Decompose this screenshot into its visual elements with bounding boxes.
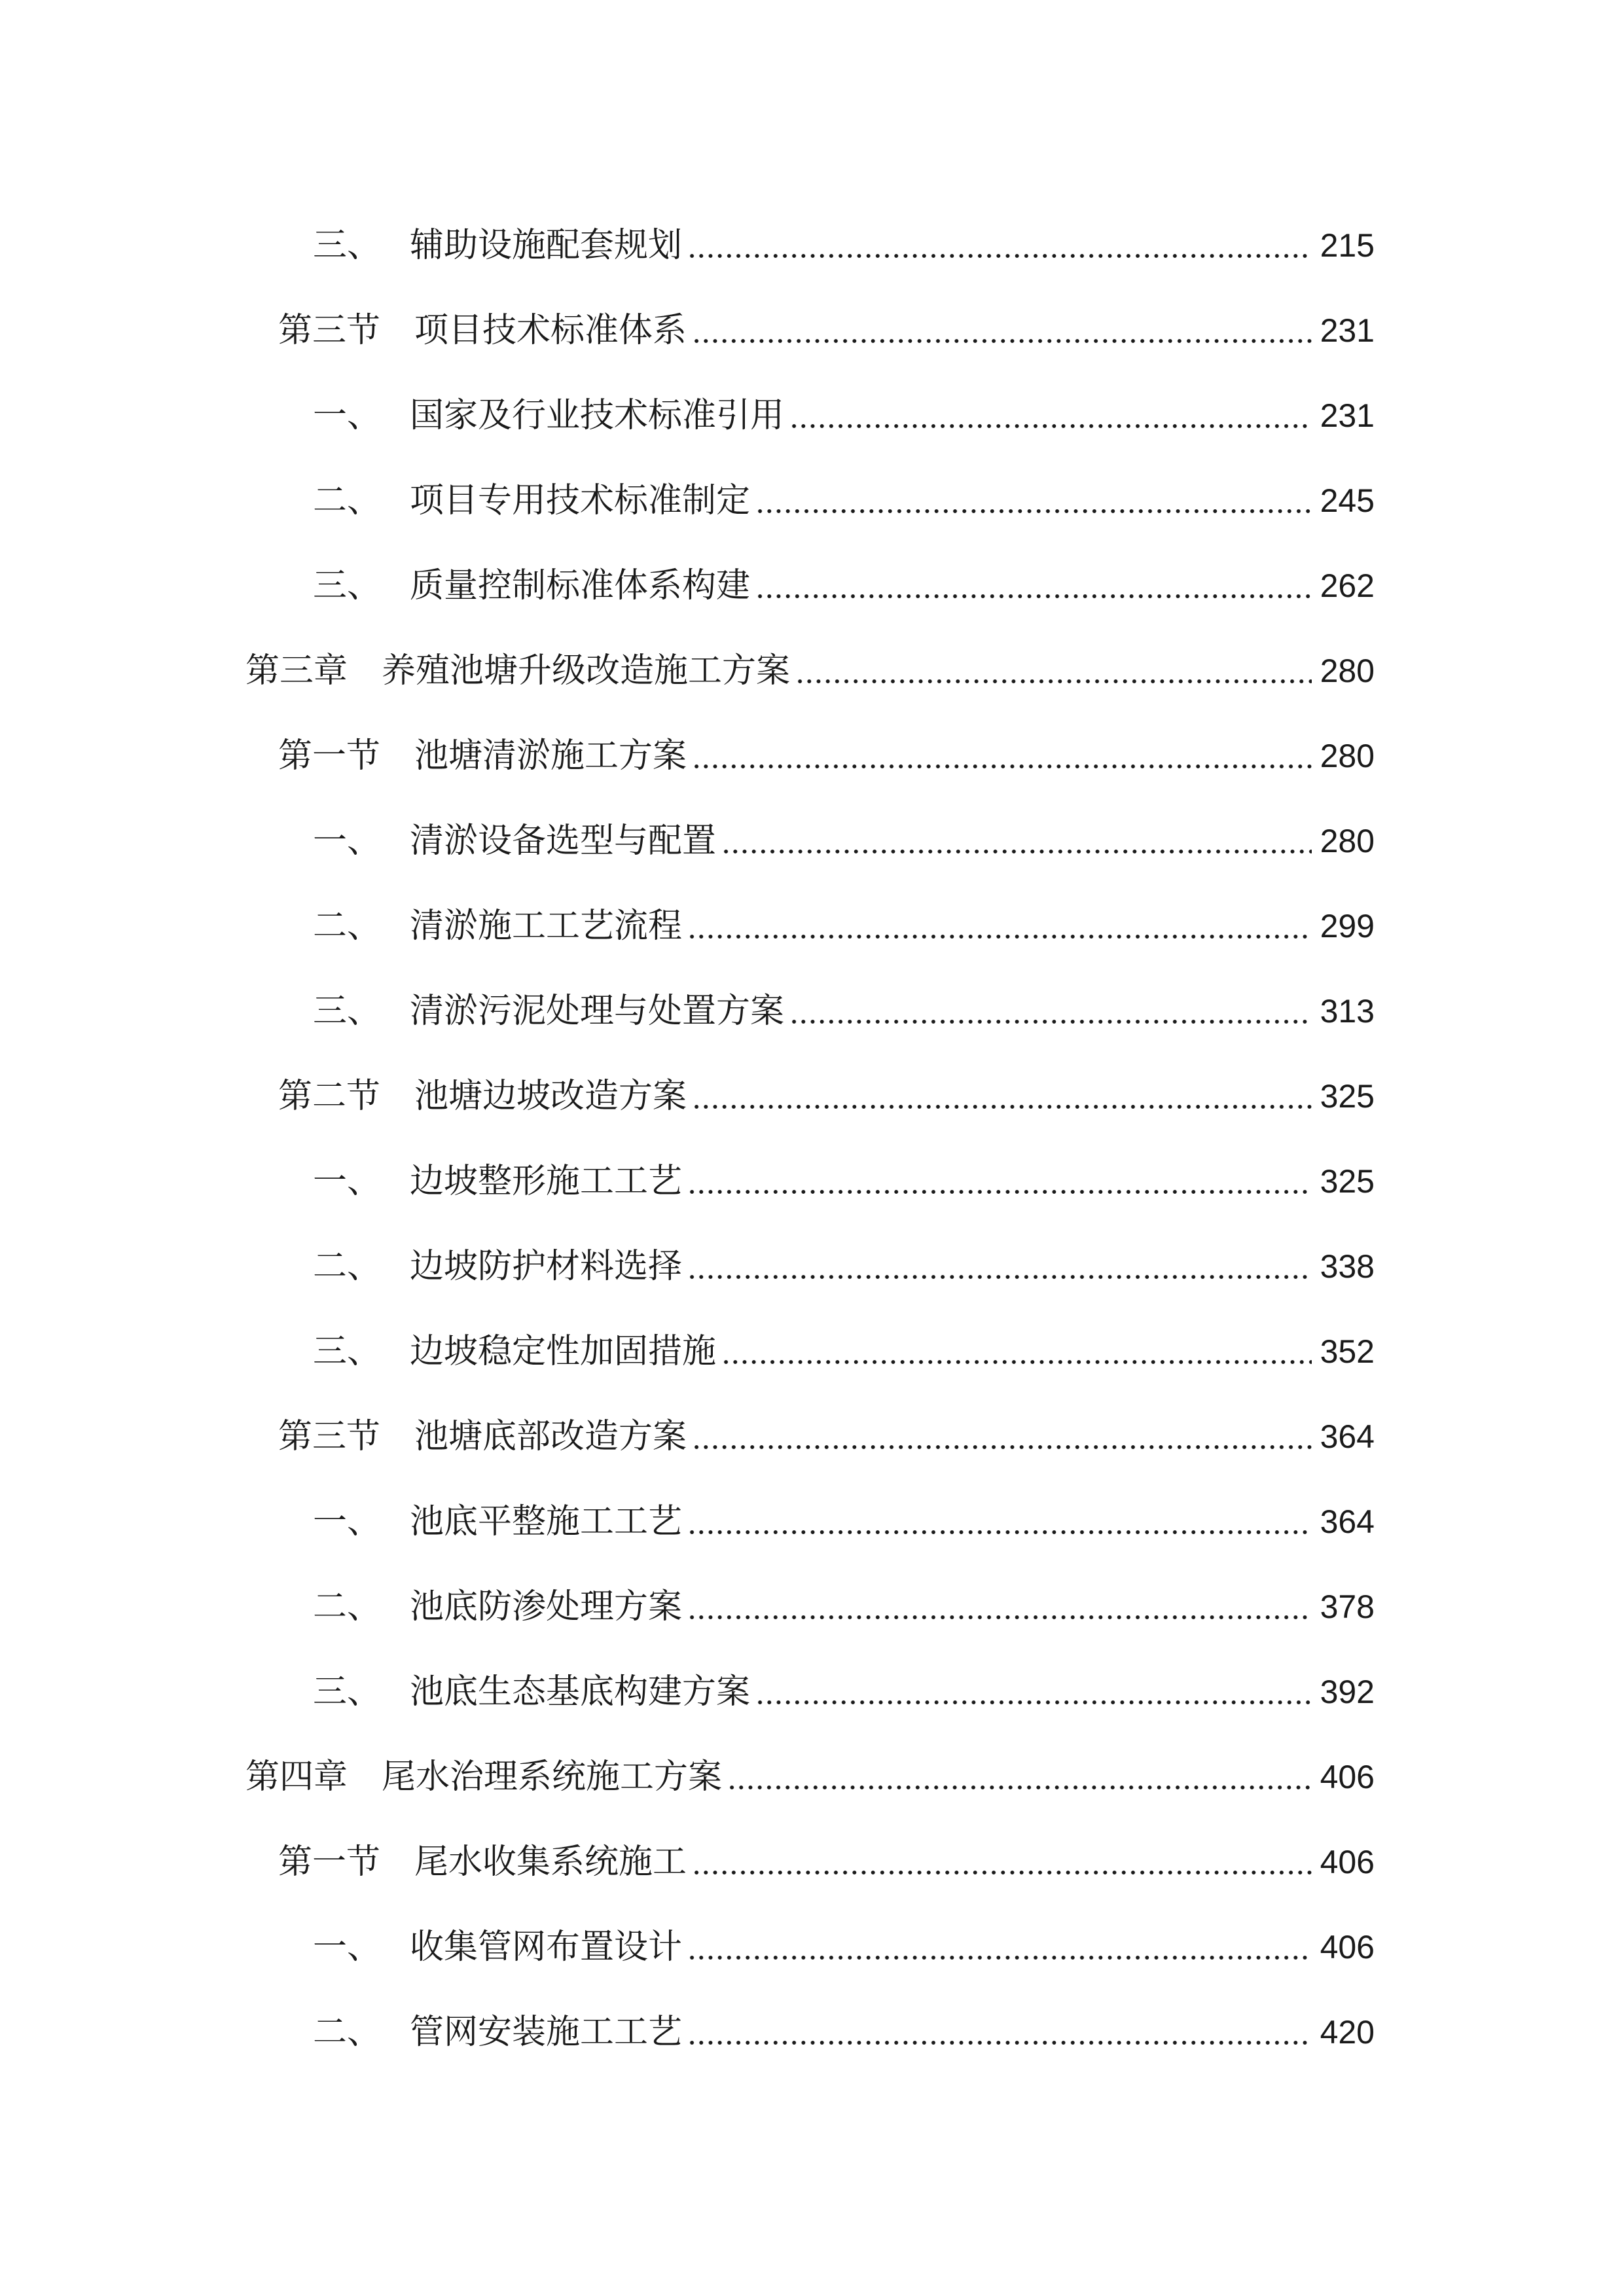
- dot-leader: [795, 651, 1312, 691]
- toc-entry-page: 280: [1320, 738, 1375, 774]
- toc-entry-page: 338: [1320, 1248, 1375, 1285]
- toc-entry[interactable]: [245, 639, 1375, 691]
- toc-entry-title: 收集管网布置设计: [410, 1928, 683, 1967]
- toc-entry-page: 406: [1320, 1844, 1375, 1880]
- toc-entry-page: 352: [1320, 1333, 1375, 1370]
- toc-entry-page: 231: [1320, 397, 1375, 434]
- toc-entry-number: 一、: [313, 1162, 382, 1201]
- toc-entry-title: 质量控制标准体系构建: [410, 566, 751, 605]
- toc-entry-title: 项目技术标准体系: [414, 311, 687, 350]
- dot-leader: [692, 1842, 1312, 1882]
- dot-leader: [692, 1076, 1312, 1117]
- toc-entry-title: 养殖池塘升级改造施工方案: [382, 651, 791, 691]
- toc-entry-page: 406: [1320, 1929, 1375, 1965]
- toc-entry-title: 清淤施工工艺流程: [410, 906, 683, 946]
- toc-entry-number: 三、: [313, 1332, 382, 1371]
- toc-entry-page: 313: [1320, 993, 1375, 1030]
- toc-entry-title: 边坡整形施工工艺: [410, 1162, 683, 1201]
- dot-leader: [727, 1757, 1312, 1797]
- toc-entry-number: 第二节: [278, 1077, 381, 1116]
- toc-entry-title: 尾水收集系统施工: [414, 1842, 687, 1882]
- toc-entry[interactable]: [245, 1745, 1375, 1797]
- dot-leader: [687, 1587, 1312, 1627]
- toc-entry[interactable]: [313, 1149, 1375, 1202]
- dot-leader: [721, 821, 1312, 861]
- toc-entry-page: 325: [1320, 1078, 1375, 1115]
- toc-entry[interactable]: [278, 724, 1375, 776]
- dot-leader: [789, 991, 1312, 1031]
- toc-entry-number: 第一节: [278, 736, 381, 776]
- toc-entry-number: 第三章: [245, 651, 348, 691]
- toc-entry-page: 231: [1320, 312, 1375, 349]
- toc-entry-page: 325: [1320, 1163, 1375, 1200]
- toc-entry[interactable]: [313, 2000, 1375, 2053]
- toc-entry-number: 三、: [313, 566, 382, 605]
- toc-entry-page: 262: [1320, 567, 1375, 604]
- dot-leader: [721, 1331, 1312, 1372]
- toc-entry-number: 二、: [313, 906, 382, 946]
- dot-leader: [692, 1416, 1312, 1457]
- toc-entry[interactable]: [278, 1830, 1375, 1882]
- toc-entry-page: 392: [1320, 1674, 1375, 1710]
- toc-entry-number: 第一节: [278, 1842, 381, 1882]
- toc-entry-title: 边坡防护材料选择: [410, 1247, 683, 1286]
- toc-entry[interactable]: [313, 1490, 1375, 1542]
- toc-entry[interactable]: [313, 1319, 1375, 1372]
- dot-leader: [687, 1927, 1312, 1967]
- toc-entry-number: 一、: [313, 1928, 382, 1967]
- toc-entry-title: 池底平整施工工艺: [410, 1502, 683, 1541]
- toc-entry-title: 尾水治理系统施工方案: [382, 1757, 723, 1797]
- dot-leader: [687, 225, 1312, 266]
- dot-leader: [687, 2012, 1312, 2053]
- toc-entry-number: 第四章: [245, 1757, 348, 1797]
- toc-entry-title: 国家及行业技术标准引用: [410, 396, 785, 435]
- dot-leader: [687, 906, 1312, 946]
- toc-entry-title: 池底防渗处理方案: [410, 1587, 683, 1626]
- toc-entry-page: 364: [1320, 1418, 1375, 1455]
- toc-entry-title: 清淤污泥处理与处置方案: [410, 992, 785, 1031]
- toc-entry[interactable]: [313, 469, 1375, 521]
- toc-entry-page: 364: [1320, 1503, 1375, 1540]
- toc-entry-number: 三、: [313, 1672, 382, 1712]
- toc-entry-number: 第三节: [278, 311, 381, 350]
- dot-leader: [687, 1161, 1312, 1202]
- toc-entry-number: 一、: [313, 396, 382, 435]
- toc-entry-number: 二、: [313, 1587, 382, 1626]
- toc-entry-number: 二、: [313, 2013, 382, 2052]
- toc-entry-page: 245: [1320, 482, 1375, 519]
- toc-entry[interactable]: [313, 1575, 1375, 1627]
- toc-entry[interactable]: [313, 1660, 1375, 1712]
- toc-entry[interactable]: [278, 298, 1375, 351]
- toc-entry[interactable]: [278, 1405, 1375, 1457]
- toc-entry-page: 215: [1320, 227, 1375, 264]
- toc-entry-page: 406: [1320, 1759, 1375, 1795]
- toc-entry-title: 池塘底部改造方案: [414, 1417, 687, 1456]
- toc-entry[interactable]: [313, 1915, 1375, 1967]
- toc-entry-title: 清淤设备选型与配置: [410, 821, 717, 861]
- toc-entry[interactable]: [313, 1234, 1375, 1287]
- toc-entry[interactable]: [313, 554, 1375, 606]
- toc-entry-page: 420: [1320, 2014, 1375, 2051]
- dot-leader: [755, 1672, 1312, 1712]
- toc-entry-number: 一、: [313, 1502, 382, 1541]
- dot-leader: [687, 1501, 1312, 1542]
- toc-entry[interactable]: [313, 809, 1375, 861]
- dot-leader: [687, 1246, 1312, 1287]
- toc-entry-page: 280: [1320, 823, 1375, 859]
- toc-entry-title: 池底生态基底构建方案: [410, 1672, 751, 1712]
- toc-entry[interactable]: [278, 1064, 1375, 1117]
- toc-entry[interactable]: [313, 213, 1375, 266]
- toc-entry-title: 辅助设施配套规划: [410, 226, 683, 265]
- toc-entry-title: 池塘边坡改造方案: [414, 1077, 687, 1116]
- toc-entry-title: 边坡稳定性加固措施: [410, 1332, 717, 1371]
- toc-entry-title: 池塘清淤施工方案: [414, 736, 687, 776]
- dot-leader: [755, 565, 1312, 606]
- toc-entry[interactable]: [313, 384, 1375, 436]
- toc-entry[interactable]: [313, 894, 1375, 946]
- dot-leader: [692, 736, 1312, 776]
- toc-entry-title: 项目专用技术标准制定: [410, 481, 751, 520]
- toc-entry-title: 管网安装施工工艺: [410, 2013, 683, 2052]
- toc-entry-number: 二、: [313, 1247, 382, 1286]
- toc-entry-number: 三、: [313, 992, 382, 1031]
- dot-leader: [789, 395, 1312, 436]
- toc-entry-number: 二、: [313, 481, 382, 520]
- toc-entry-page: 378: [1320, 1588, 1375, 1625]
- toc-entry-page: 299: [1320, 908, 1375, 944]
- toc-entry[interactable]: [313, 979, 1375, 1031]
- toc-entry-number: 一、: [313, 821, 382, 861]
- toc-entry-page: 280: [1320, 653, 1375, 689]
- toc-entry-number: 三、: [313, 226, 382, 265]
- toc-entry-number: 第三节: [278, 1417, 381, 1456]
- dot-leader: [755, 480, 1312, 521]
- dot-leader: [692, 310, 1312, 351]
